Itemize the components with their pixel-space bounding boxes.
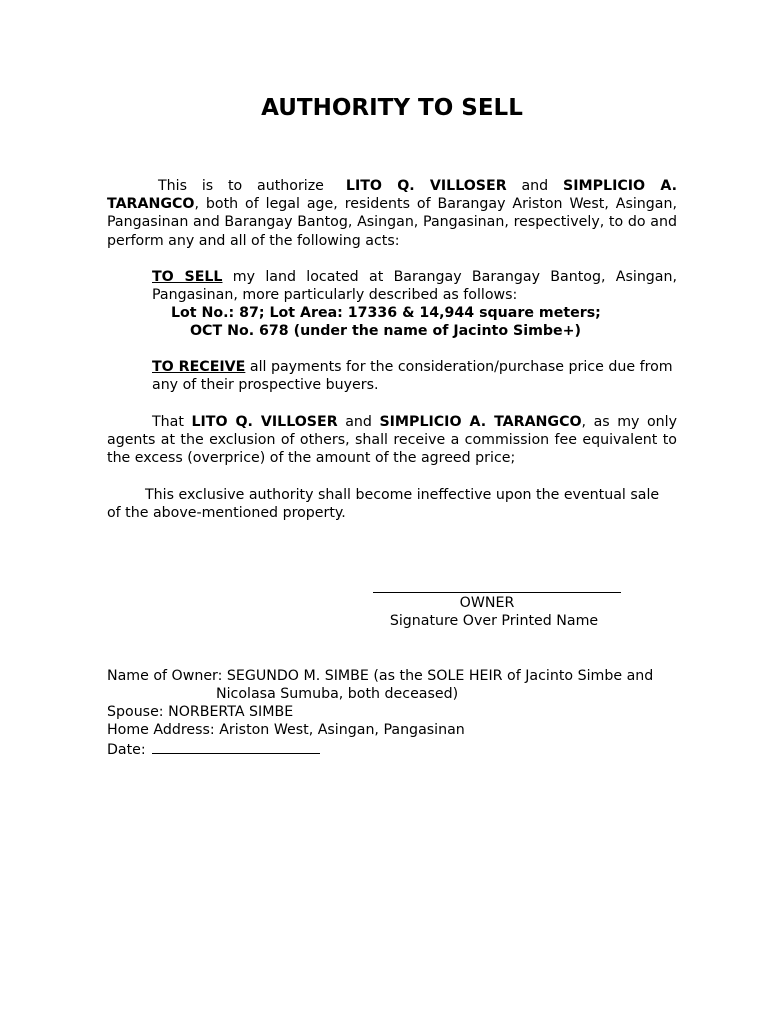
home-address-line: Home Address: Ariston West, Asingan, Pangasinan xyxy=(107,722,465,738)
lot-line: Lot No.: 87; Lot Area: 17336 & 14,944 square meters; xyxy=(171,305,601,321)
intro-lead: This is to authorize xyxy=(158,178,324,194)
intro-agent2: SIMPLICIO A. TARANGCO xyxy=(107,178,677,213)
commission-lead: That xyxy=(152,414,192,430)
owner-name-line: Name of Owner: SEGUNDO M. SIMBE (as the SOLE HEIR of Jacinto Simbe and xyxy=(107,668,654,684)
exclusive-text: This exclusive authority shall become ineffective upon the eventual sale of the above-mentioned property. xyxy=(107,487,660,522)
date-blank-field[interactable] xyxy=(152,739,320,754)
signature-caption: Signature Over Printed Name xyxy=(389,613,599,629)
commission-rest: , as my only agents at the exclusion of others, shall receive a commission fee equivalent to the excess (overprice) of the amount of the agreed price; xyxy=(107,414,677,467)
commission-paragraph xyxy=(107,413,677,468)
exclusive-paragraph xyxy=(107,486,677,522)
date-line xyxy=(107,739,320,759)
document-title: AUTHORITY TO SELL xyxy=(261,95,523,121)
spouse-line: Spouse: NORBERTA SIMBE xyxy=(107,704,294,720)
intro-agent1: LITO Q. VILLOSER xyxy=(345,178,507,194)
owner-name-continuation: Nicolasa Sumuba, both deceased) xyxy=(216,686,459,702)
intro-rest: , both of legal age, residents of Barangay Ariston West, Asingan, Pangasinan and Barangay Bantog, Asingan, Pangasinan, respectively, to do and perform any and all of the following acts: xyxy=(107,196,677,249)
to-sell-text: my land located at Barangay Barangay Bantog, Asingan, Pangasinan, more particularly described as follows: xyxy=(152,269,678,304)
signature-line xyxy=(373,592,621,593)
oct-line: OCT No. 678 (under the name of Jacinto Simbe+) xyxy=(190,323,582,339)
commission-agent2: SIMPLICIO A. TARANGCO xyxy=(379,414,582,430)
to-receive-heading: TO RECEIVE xyxy=(152,359,246,375)
commission-conj: and xyxy=(337,414,380,430)
commission-agent1: LITO Q. VILLOSER xyxy=(191,414,338,430)
to-sell-heading: TO SELL xyxy=(152,269,223,285)
date-label: Date: xyxy=(107,742,146,758)
to-receive-text: all payments for the consideration/purchase price due from any of their prospective buyers. xyxy=(152,359,673,394)
signature-owner-label: OWNER xyxy=(459,595,515,611)
to-receive-paragraph xyxy=(152,358,677,394)
to-sell-paragraph xyxy=(152,268,677,304)
intro-paragraph xyxy=(107,177,677,250)
intro-conj: and xyxy=(521,178,549,194)
